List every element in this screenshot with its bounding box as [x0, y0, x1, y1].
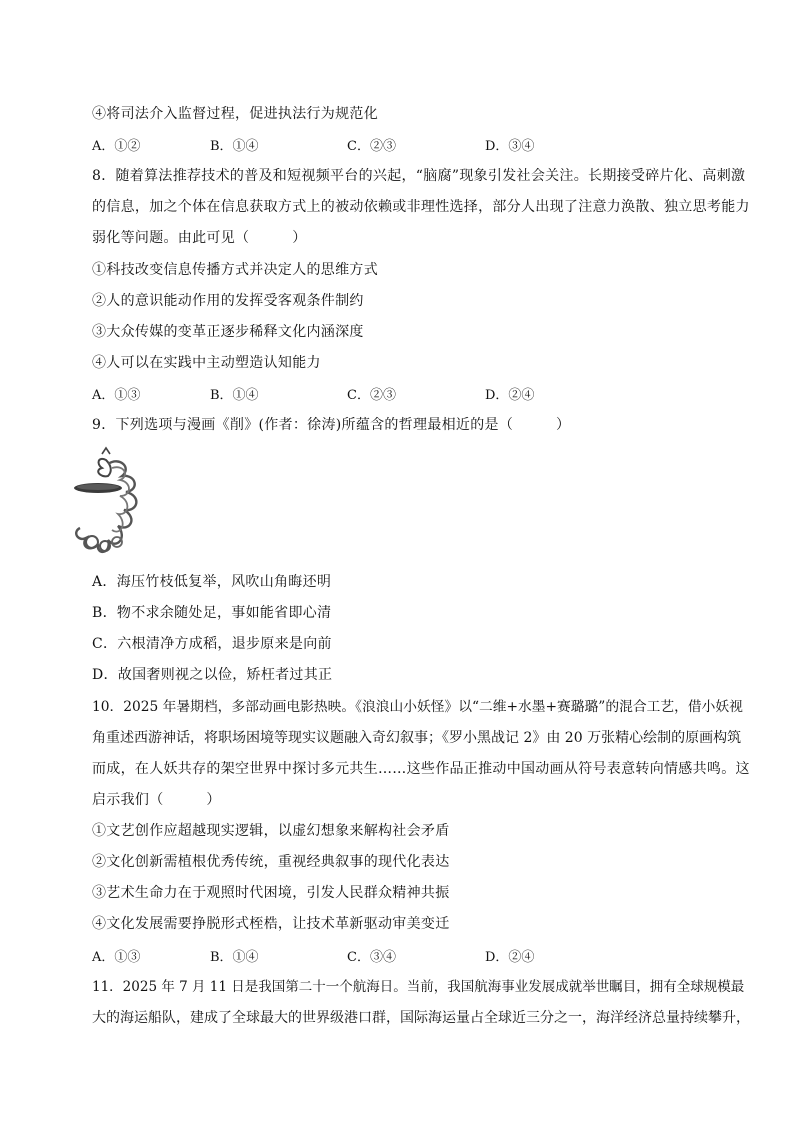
q8-options — [92, 384, 652, 404]
q7-statement-4: ④将司法介入监督过程，促进执法行为规范化 — [92, 106, 378, 122]
option-a: A．①③ — [92, 950, 141, 965]
q9-choice-a: A．海压竹枝低复举，风吹山角晦还明 — [92, 574, 332, 590]
q9-stem: 9．下列选项与漫画《削》(作者：徐涛)所蕴含的哲理最相近的是（ ） — [92, 417, 571, 433]
q10-statement-4: ④文化发展需要挣脱形式桎梏，让技术革新驱动审美变迁 — [92, 916, 450, 932]
q9-choice-b: B．物不求余随处足，事如能省即心清 — [92, 605, 332, 621]
q10-stem-line-2: 角重述西游神话，将职场困境等现实议题融入奇幻叙事；《罗小黑战记 2》由 20 万张精心绘制的原画构筑 — [92, 730, 742, 746]
option-c: C．②③ — [347, 388, 396, 403]
option-a: A．①② — [92, 139, 141, 154]
q10-options — [92, 946, 652, 966]
option-a: A．①③ — [92, 388, 141, 403]
q8-stem-line-1: 8．随着算法推荐技术的普及和短视频平台的兴起，“脑腐”现象引发社会关注。长期接受碎片化、高刺激 — [92, 168, 746, 184]
q10-statement-3: ③艺术生命力在于观照时代困境，引发人民群众精神共振 — [92, 885, 450, 901]
option-b: B．①④ — [210, 388, 259, 403]
option-c: C．③④ — [347, 950, 396, 965]
q10-stem-line-3: 而成，在人妖共存的架空世界中探讨多元共生……这些作品正推动中国动画从符号表意转向情感共鸣。这 — [92, 761, 750, 777]
q8-stem-line-3: 弱化等问题。由此可见（ ） — [92, 230, 307, 246]
q11-stem-line-2: 大的海运船队，建成了全球最大的世界级港口群，国际海运量占全球近三分之一，海洋经济总量持续攀升， — [92, 1010, 750, 1026]
option-b: B．①④ — [210, 950, 259, 965]
option-c: C．②③ — [347, 139, 396, 154]
q10-statement-1: ①文艺创作应超越现实逻辑，以虚幻想象来解构社会矛盾 — [92, 823, 450, 839]
option-d: D．③④ — [485, 139, 535, 154]
cartoon-image — [72, 446, 158, 558]
q11-stem-line-1: 11．2025 年 7 月 11 日是我国第二十一个航海日。当前，我国航海事业发展成就举世瞩目，拥有全球规模最 — [92, 979, 745, 995]
q10-stem-line-1: 10．2025 年暑期档，多部动画电影热映。《浪浪山小妖怪》以“二维+水墨+赛璐璐”的混合工艺，借小妖视 — [92, 699, 743, 715]
q8-statement-4: ④人可以在实践中主动塑造认知能力 — [92, 355, 321, 371]
q9-choice-d: D．故国奢则视之以俭，矫枉者过其正 — [92, 667, 333, 683]
q8-statement-2: ②人的意识能动作用的发挥受客观条件制约 — [92, 293, 364, 309]
option-d: D．②④ — [485, 950, 535, 965]
q10-statement-2: ②文化创新需植根优秀传统，重视经典叙事的现代化表达 — [92, 854, 450, 870]
option-b: B．①④ — [210, 139, 259, 154]
q10-stem-line-4: 启示我们（ ） — [92, 792, 221, 808]
q8-statement-1: ①科技改变信息传播方式并决定人的思维方式 — [92, 262, 378, 278]
q9-choice-c: C．六根清净方成稻，退步原来是向前 — [92, 636, 332, 652]
q7-options — [92, 135, 652, 155]
option-d: D．②④ — [485, 388, 535, 403]
q8-statement-3: ③大众传媒的变革正逐步稀释文化内涵深度 — [92, 324, 364, 340]
q8-stem-line-2: 的信息，加之个体在信息获取方式上的被动依赖或非理性选择，部分人出现了注意力涣散、独立思考能力 — [92, 199, 750, 215]
